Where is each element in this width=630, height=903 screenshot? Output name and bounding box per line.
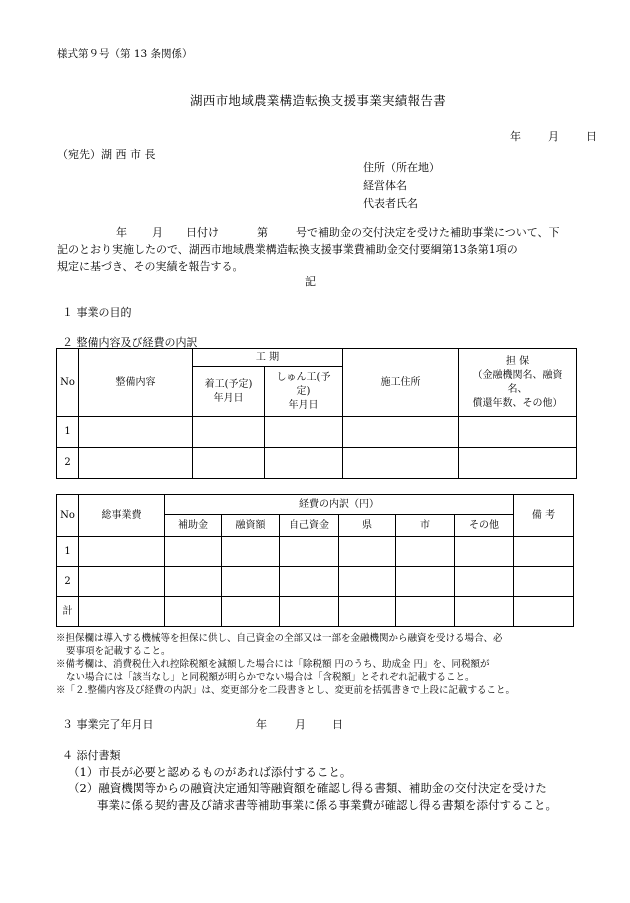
table-row: [57, 417, 577, 448]
note-2-line-2: ない場合には「該当なし」と同税額が明らかでない場合は「含税額」とそれぞれ記載すること。: [66, 672, 475, 683]
subsidy-cell[interactable]: [165, 597, 222, 627]
total-cost-cell[interactable]: [79, 537, 165, 567]
header-start-date: [193, 367, 265, 417]
other-cell[interactable]: [455, 537, 514, 567]
table-row: [57, 448, 577, 479]
remarks-cell[interactable]: [514, 597, 574, 627]
header-completion-date: [265, 367, 343, 417]
row-no: 1: [57, 417, 79, 448]
form-number: 様式第９号（第 13 条関係）: [57, 48, 193, 60]
representative-label: 代表者氏名: [363, 197, 418, 210]
subsidy-cell[interactable]: [165, 567, 222, 597]
loan-cell[interactable]: [222, 537, 280, 567]
document-title: 湖西市地域農業構造転換支援事業実績報告書: [190, 93, 447, 108]
loan-cell[interactable]: [222, 567, 280, 597]
expense-breakdown-table: [56, 494, 574, 627]
intro-line1-rest: 号で補助金の交付決定を受けた補助事業について、下: [296, 226, 560, 239]
completion-date-cell[interactable]: [265, 417, 343, 448]
city-cell[interactable]: [396, 537, 455, 567]
entity-name-label: 経営体名: [363, 179, 407, 192]
header-prefecture: 県: [339, 515, 396, 537]
prefecture-cell[interactable]: [339, 537, 396, 567]
ki-mark: 記: [305, 275, 316, 288]
date-month: 月: [548, 130, 559, 143]
header-subsidy: 補助金: [165, 515, 222, 537]
start-date-cell[interactable]: [193, 448, 265, 479]
intro-dated: 日付け: [186, 226, 219, 239]
collateral-line-3: 名、: [507, 383, 528, 395]
own-funds-cell[interactable]: [280, 567, 339, 597]
city-cell[interactable]: [396, 597, 455, 627]
section-4-heading: ４ 添付書類: [62, 749, 121, 762]
other-cell[interactable]: [455, 597, 514, 627]
collateral-line-2: （金融機関名、融資: [472, 369, 563, 381]
collateral-line-4: 償還年数、その他）: [472, 397, 563, 409]
note-1-line-2: 要事項を記載すること。: [66, 646, 171, 657]
intro-line2: 記のとおり実施したので、湖西市地域農業構造転換支援事業費補助金交付要綱第13条第1項の: [57, 243, 518, 256]
completion-date-line-2: 定): [296, 385, 311, 397]
section-1-heading: １ 事業の目的: [62, 306, 132, 319]
row-no: 2: [57, 567, 79, 597]
start-date-cell[interactable]: [193, 417, 265, 448]
site-cell[interactable]: [343, 448, 459, 479]
remarks-cell[interactable]: [514, 567, 574, 597]
subsidy-cell[interactable]: [165, 537, 222, 567]
collateral-cell[interactable]: [459, 417, 577, 448]
work-content-table: [56, 348, 577, 479]
header-expense-breakdown: 経費の内訳（円）: [165, 495, 514, 515]
completion-year: 年: [256, 718, 267, 731]
note-3: ※「２.整備内容及び経費の内訳」は、変更部分を二段書きとし、変更前を括弧書きで上段に記載すること。: [56, 685, 516, 696]
attachment-item-1: （1）市長が必要と認めるものがあれば添付すること。: [68, 765, 352, 779]
section-3-heading: ３ 事業完了年月日: [62, 718, 154, 731]
header-construction-site: 施工住所: [343, 349, 459, 417]
row-total-label: 計: [57, 597, 79, 627]
intro-month: 月: [152, 226, 163, 239]
start-date-line-2: 年月日: [213, 392, 244, 404]
collateral-line-1: 担 保: [505, 355, 530, 367]
intro-number-prefix: 第: [257, 226, 268, 239]
header-other: その他: [455, 515, 514, 537]
row-no: 2: [57, 448, 79, 479]
table-row: [57, 537, 574, 567]
header-work-content: 整備内容: [79, 349, 193, 417]
completion-day: 日: [332, 718, 343, 731]
prefecture-cell[interactable]: [339, 597, 396, 627]
total-cost-cell[interactable]: [79, 597, 165, 627]
attachment-item-2-line-1: （2）融資機関等からの融資決定通知等融資額を確認し得る書類、補助金の交付決定を受けた: [68, 781, 547, 795]
address-label: 住所（所在地）: [363, 161, 440, 174]
work-content-cell[interactable]: [79, 417, 193, 448]
own-funds-cell[interactable]: [280, 537, 339, 567]
own-funds-cell[interactable]: [280, 597, 339, 627]
site-cell[interactable]: [343, 417, 459, 448]
header-total-cost: 総事業費: [79, 495, 165, 537]
prefecture-cell[interactable]: [339, 567, 396, 597]
header-no: No: [57, 495, 79, 537]
intro-line3: 規定に基づき、その実績を報告する。: [57, 260, 244, 273]
header-own-funds: 自己資金: [280, 515, 339, 537]
completion-date-line-1: しゅん工(予: [276, 371, 331, 383]
attachment-item-2-line-2: 事業に係る契約書及び請求書等補助事業に係る事業費が確認し得る書類を添付すること。: [97, 798, 557, 812]
header-no: No: [57, 349, 79, 417]
city-cell[interactable]: [396, 567, 455, 597]
completion-date-cell[interactable]: [265, 448, 343, 479]
section-2-heading: ２ 整備内容及び経費の内訳: [62, 336, 198, 349]
intro-year: 年: [116, 226, 127, 239]
table-row: [57, 597, 574, 627]
table-row: [57, 567, 574, 597]
other-cell[interactable]: [455, 567, 514, 597]
row-no: 1: [57, 537, 79, 567]
header-remarks: 備 考: [514, 495, 574, 537]
header-loan: 融資額: [222, 515, 280, 537]
total-cost-cell[interactable]: [79, 567, 165, 597]
header-city: 市: [396, 515, 455, 537]
start-date-line-1: 着工(予定): [204, 378, 253, 390]
header-collateral: [459, 349, 577, 417]
collateral-cell[interactable]: [459, 448, 577, 479]
completion-month: 月: [295, 718, 306, 731]
note-1-line-1: ※担保欄は導入する機械等を担保に供し、自己資金の全部又は一部を金融機関から融資を受ける場合、必: [56, 633, 503, 644]
date-day: 日: [586, 130, 597, 143]
addressee: （宛先）湖 西 市 長: [57, 148, 156, 161]
work-content-cell[interactable]: [79, 448, 193, 479]
note-2-line-1: ※備考欄は、消費税仕入れ控除税額を減額した場合には「除税額 円のうち、助成金 円」を、同税額が: [56, 659, 490, 670]
header-construction-period: 工 期: [193, 349, 343, 367]
notes-block: [56, 632, 596, 697]
completion-date-line-3: 年月日: [288, 399, 319, 411]
remarks-cell[interactable]: [514, 537, 574, 567]
date-year: 年: [510, 130, 521, 143]
loan-cell[interactable]: [222, 597, 280, 627]
